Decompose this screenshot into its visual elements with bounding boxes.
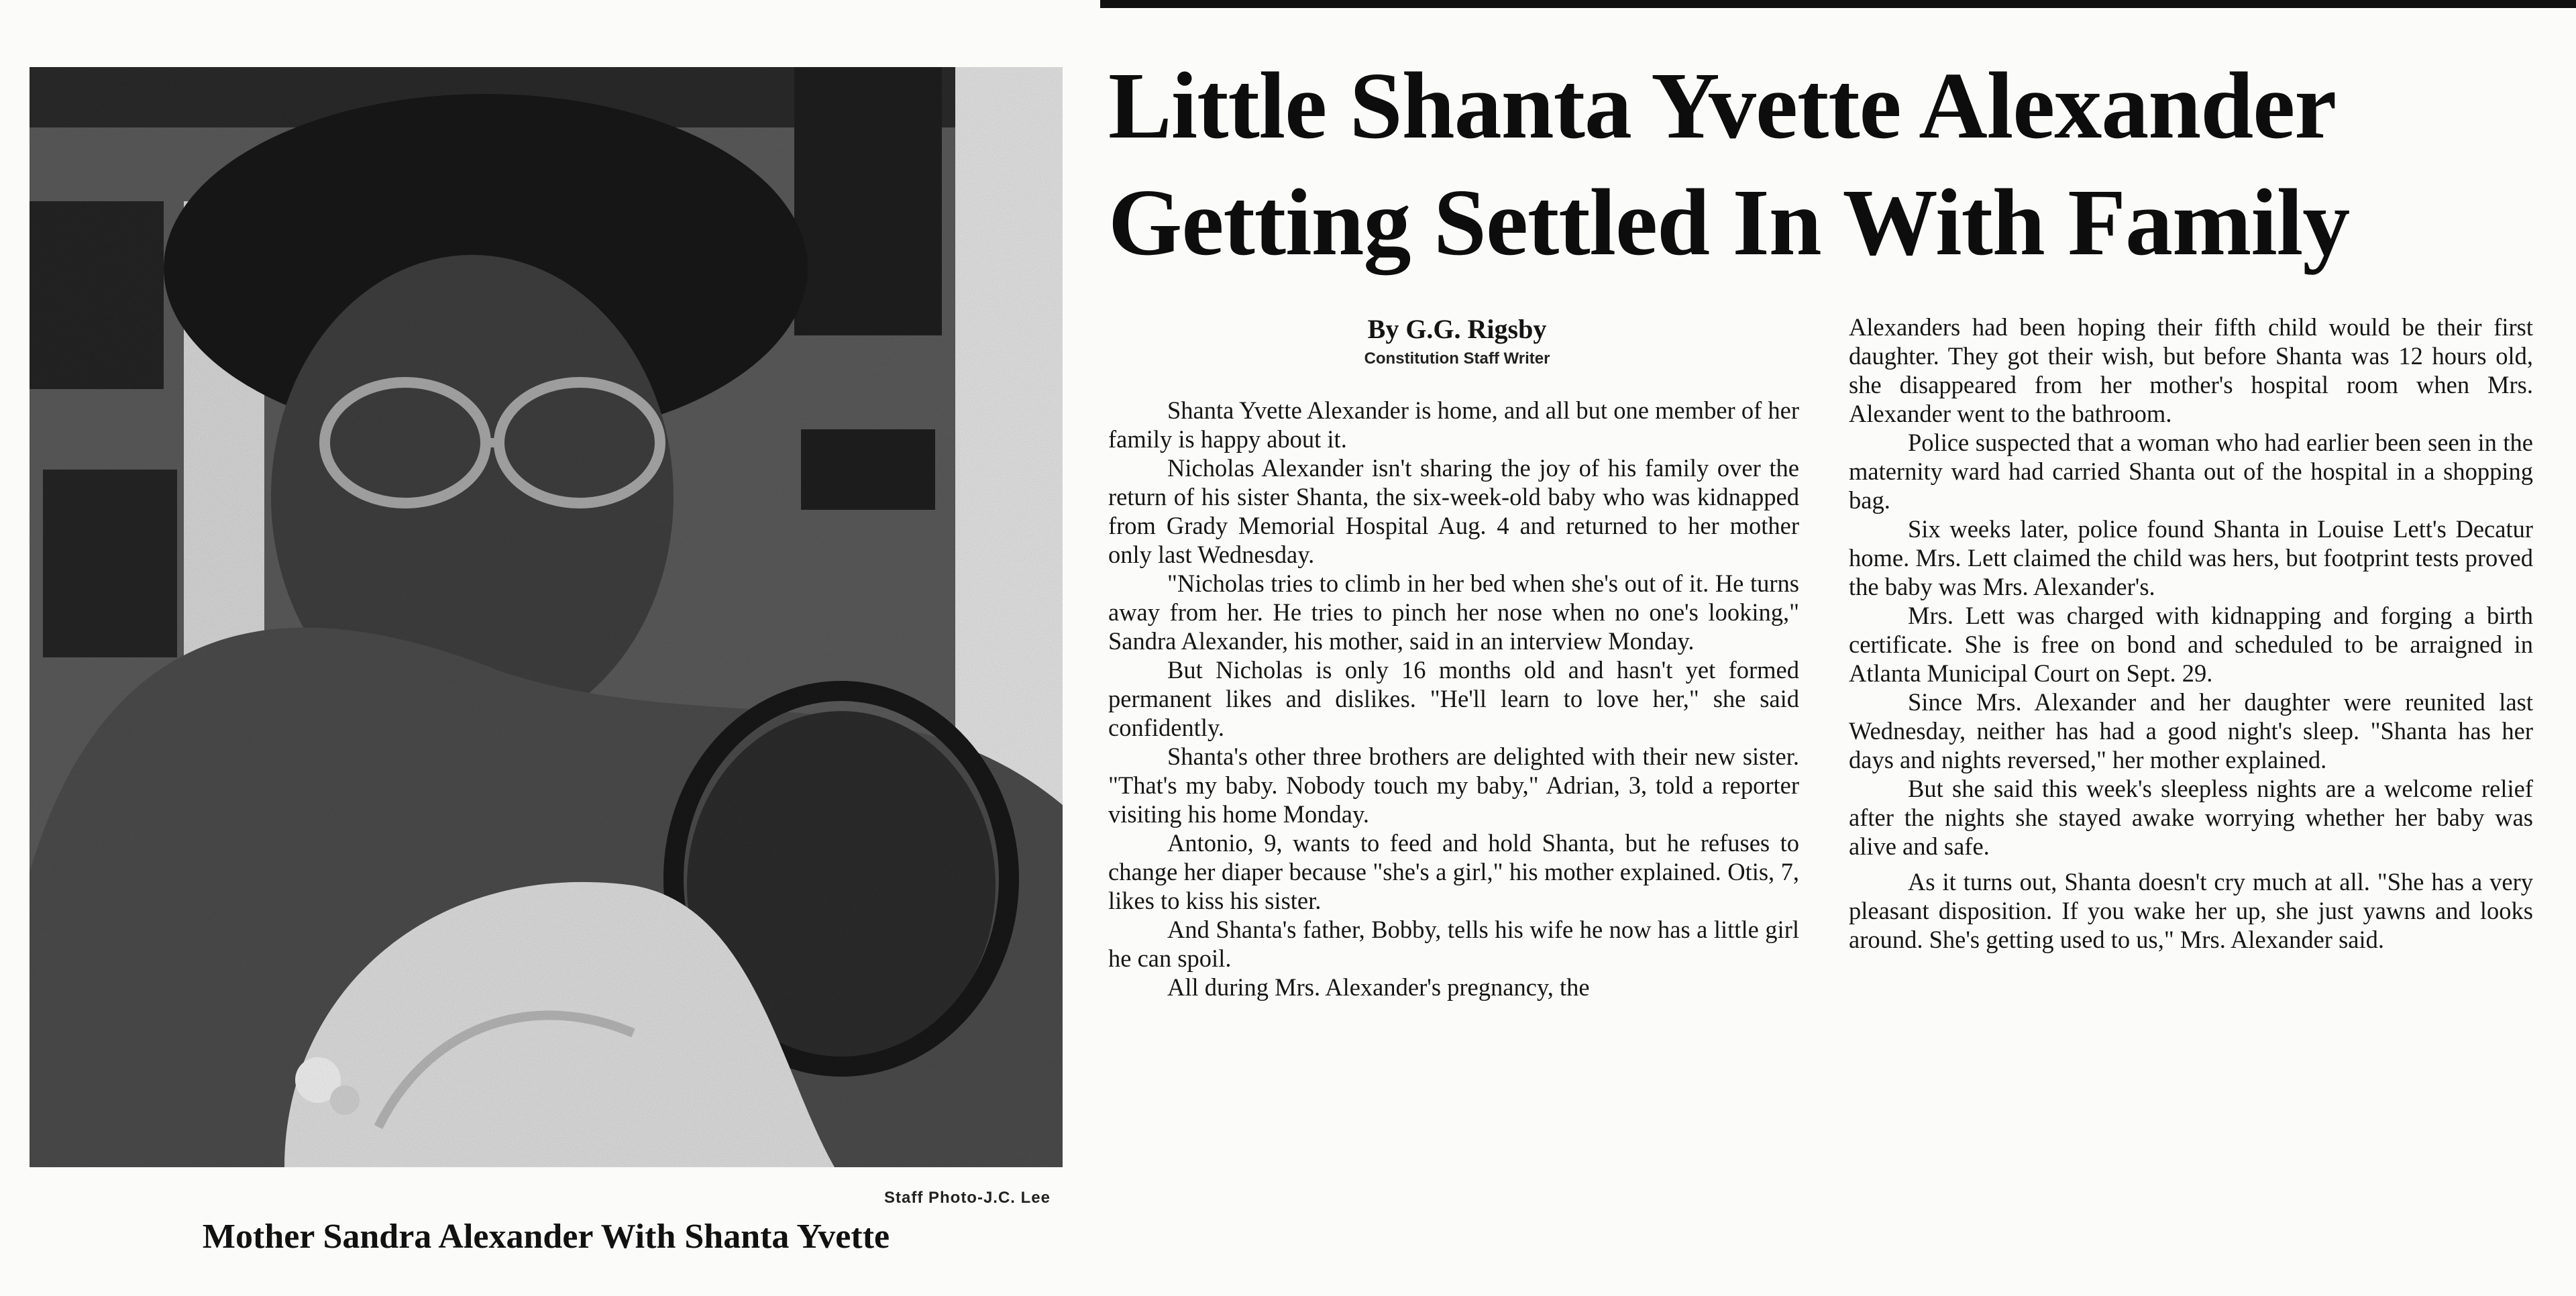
photo-caption: Mother Sandra Alexander With Shanta Yvette — [202, 1218, 890, 1256]
paragraph: But she said this week's sleepless nights are a welcome relief after the nights she stayed awake worrying whether her baby was alive and safe. — [1849, 775, 2533, 860]
photo-credit: Staff Photo-J.C. Lee — [883, 1189, 1051, 1207]
paragraph: Nicholas Alexander isn't sharing the joy of his family over the return of his sister Shanta, the six-week-old baby who was kidnapped from Grady Memorial Hospital Aug. 4 and returned to her mother only last Wednesday. — [1108, 454, 1799, 568]
paragraph: "Nicholas tries to climb in her bed when she's out of it. He turns away from her. He tries to pinch her nose when no one's looking," Sandra Alexander, his mother, said in an interview Monday. — [1108, 570, 1799, 655]
byline — [1108, 311, 1806, 370]
paragraph: And Shanta's father, Bobby, tells his wife he now has a little girl he can spoil. — [1108, 916, 1799, 972]
article-column-1 — [1108, 396, 1799, 1002]
paragraph: Since Mrs. Alexander and her daughter were reunited last Wednesday, neither has had a good night's sleep. "Shanta has her days and nights reversed," her mother explained. — [1849, 688, 2533, 773]
news-photo — [30, 67, 1063, 1167]
paragraph: Alexanders had been hoping their fifth child would be their first daughter. They got their wish, but before Shanta was 12 hours old, she disappeared from her mother's hospital room when Mrs. Alexander went to the bathroom. — [1849, 313, 2533, 427]
paragraph: Police suspected that a woman who had earlier been seen in the maternity ward had carried Shanta out of the hospital in a shopping bag. — [1849, 429, 2533, 514]
paragraph: As it turns out, Shanta doesn't cry much at all. "She has a very pleasant disposition. If you wake her up, she just yawns and looks around. She's getting used to us," Mrs. Alexander said. — [1849, 868, 2533, 953]
photo-illustration — [30, 67, 1063, 1167]
byline-name: By G.G. Rigsby — [1367, 314, 1547, 344]
byline-role: Constitution Staff Writer — [1364, 349, 1550, 368]
paragraph: Mrs. Lett was charged with kidnapping and forging a birth certificate. She is free on bond and scheduled to be arraigned in Atlanta Municipal Court on Sept. 29. — [1849, 602, 2533, 687]
paragraph: But Nicholas is only 16 months old and hasn't yet formed permanent likes and dislikes. "He'll learn to love her," she said confidently. — [1108, 656, 1799, 741]
paragraph: All during Mrs. Alexander's pregnancy, the — [1167, 973, 1590, 1001]
headline — [1108, 47, 2557, 280]
article-column-2 — [1849, 313, 2533, 954]
paragraph: Shanta's other three brothers are delighted with their new sister. "That's my baby. Nobody touch my baby," Adrian, 3, told a reporter visiting his home Monday. — [1108, 743, 1799, 828]
paragraph: Antonio, 9, wants to feed and hold Shanta, but he refuses to change her diaper because "she's a girl," his mother explained. Otis, 7, likes to kiss his sister. — [1108, 829, 1799, 914]
headline-line-2: Getting Settled In With Family — [1108, 169, 2350, 275]
top-rule — [1100, 0, 2576, 8]
headline-line-1: Little Shanta Yvette Alexander — [1108, 52, 2337, 158]
paragraph: Shanta Yvette Alexander is home, and all but one member of her family is happy about it. — [1108, 396, 1799, 453]
paragraph: Six weeks later, police found Shanta in Louise Lett's Decatur home. Mrs. Lett claimed the child was hers, but footprint tests proved the baby was Mrs. Alexander's. — [1849, 515, 2533, 600]
